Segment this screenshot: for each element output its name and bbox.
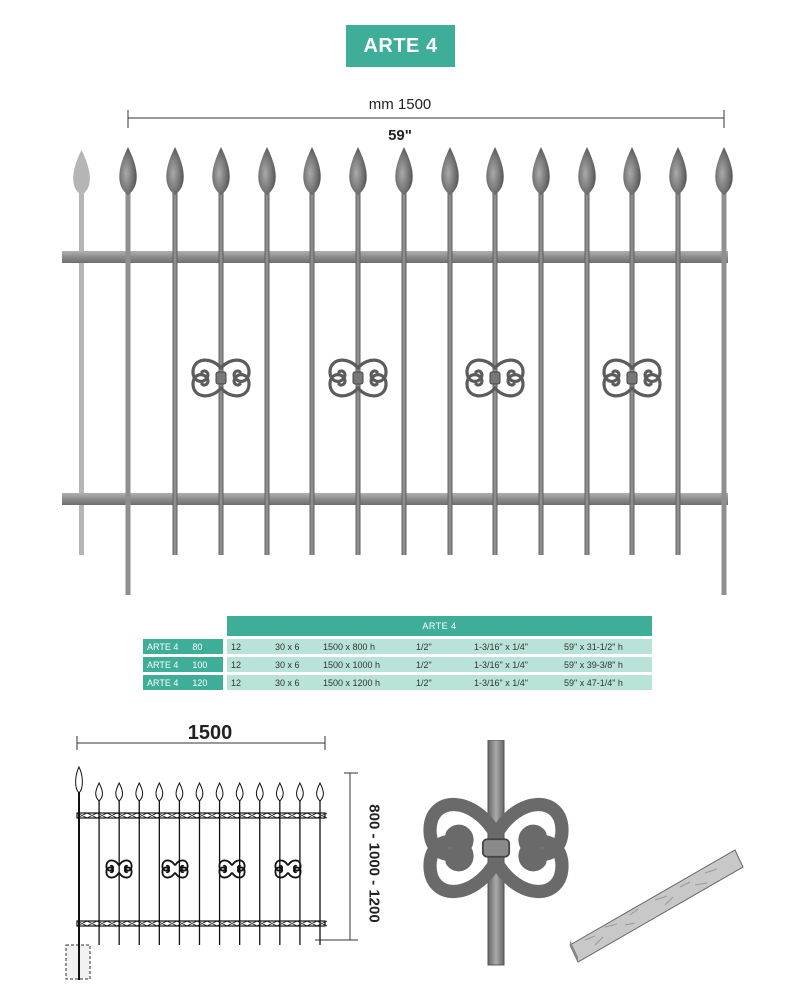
spear-tip (136, 783, 143, 801)
fence-picket (448, 190, 453, 555)
fence-picket (539, 190, 544, 555)
dimension-mm-label: mm 1500 (368, 96, 432, 113)
fence-picket (265, 190, 270, 555)
row-product-code: ARTE 4 120 (143, 675, 223, 690)
spear-tip (349, 147, 366, 195)
spear-tip (119, 147, 136, 195)
spear-tip (276, 783, 283, 801)
spear-tip (196, 783, 203, 801)
spear-tip (116, 783, 123, 801)
product-title-badge: ARTE 4 (346, 25, 455, 67)
diagram-height-label: 800 - 1000 - 1200 (365, 804, 383, 923)
fence-post (722, 190, 727, 595)
specs-table (143, 613, 652, 693)
spear-tip (216, 783, 223, 801)
table-row: ARTE 4 100 12 30 x 6 1500 x 1000 h 1/2" 1-3/16" x 1/4" 59" x 39-3/8" h (143, 657, 652, 672)
fence-picket (173, 190, 178, 555)
table-row: ARTE 4 120 12 30 x 6 1500 x 1200 h 1/2" 1-3/16" x 1/4" 59" x 47-1/4" h (143, 675, 652, 690)
spear-tip (76, 767, 83, 793)
spear-tip (297, 783, 304, 801)
spear-tip (303, 147, 320, 195)
spear-tip (715, 147, 732, 195)
fence-picket (310, 190, 315, 555)
spear-tip (176, 783, 183, 801)
spear-tip (236, 783, 243, 801)
fence-picket (402, 190, 407, 555)
spear-tip (96, 783, 103, 801)
flat-bar-detail (565, 845, 755, 965)
diagram-width-label: 1500 (187, 722, 233, 744)
spear-tip (156, 783, 163, 801)
spear-tip (212, 147, 229, 195)
scroll-ornament (162, 860, 187, 877)
spear-tip (486, 147, 503, 195)
top-dimension-line (0, 0, 800, 140)
row-product-code: ARTE 4 80 (143, 639, 223, 654)
scroll-ornament (219, 860, 244, 877)
fence-picket (676, 190, 681, 555)
specs-table-header: ARTE 4 (227, 616, 652, 636)
spear-tip (578, 147, 595, 195)
row-product-code: ARTE 4 100 (143, 657, 223, 672)
fence-picket (585, 190, 590, 555)
fence-panel-image (0, 145, 800, 595)
fence-post (126, 190, 131, 595)
scroll-ornament-detail (418, 740, 578, 970)
spear-tip (258, 147, 275, 195)
spear-tip (317, 783, 324, 801)
spear-tip (669, 147, 686, 195)
scroll-ornament (275, 860, 300, 877)
dimension-inch-label: 59" (388, 127, 412, 144)
spear-tip (623, 147, 640, 195)
spear-tip (532, 147, 549, 195)
spear-tip (395, 147, 412, 195)
spear-tip (441, 147, 458, 195)
spear-tip (166, 147, 183, 195)
table-row: ARTE 4 80 12 30 x 6 1500 x 800 h 1/2" 1-3/16" x 1/4" 59" x 31-1/2" h (143, 639, 652, 654)
spear-tip (256, 783, 263, 801)
